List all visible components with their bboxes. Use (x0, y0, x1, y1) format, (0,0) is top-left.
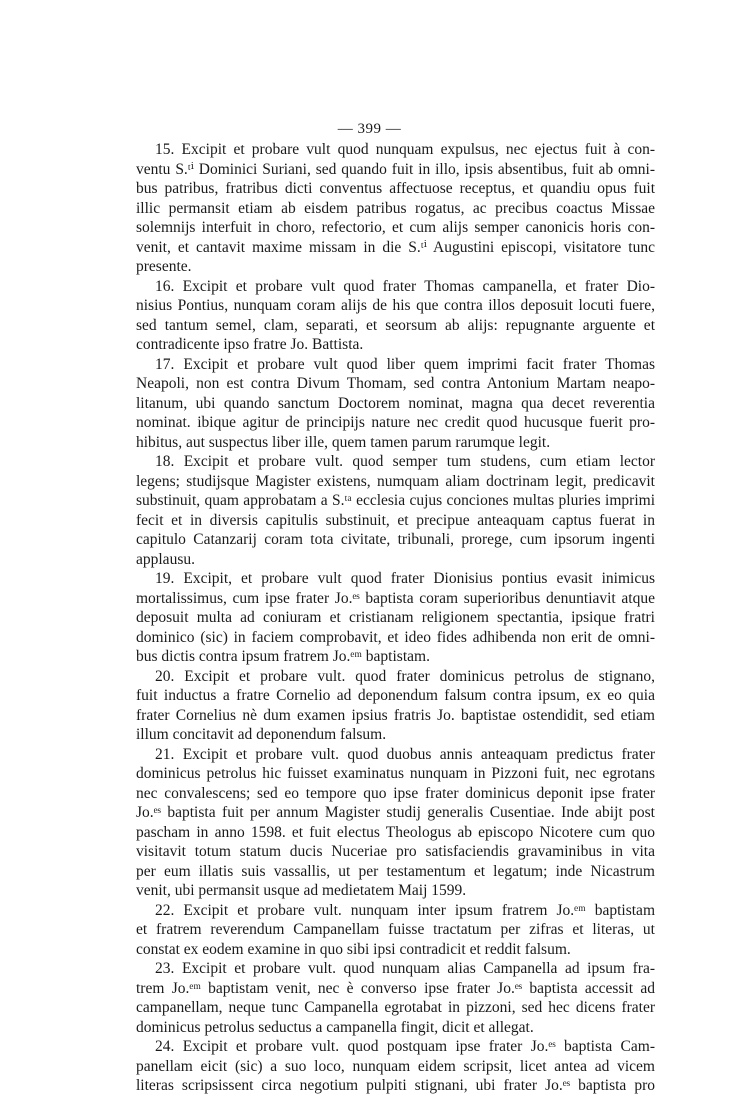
text-line: nominat. ibique agitur de principijs nature nec credit quod hucusque fuerit pro- (136, 414, 655, 431)
text-line: dominicus petrolus seductus a campanella fingit, dicit et allegat. (136, 1018, 534, 1036)
text-line: nec convalescens; sed eo tempore quo ipse frater dominicus deponit ipse frater (136, 784, 655, 802)
text-line: 23. Excipit et probare vult. quod nunquam alias Campanella ad ipsum fra- (155, 960, 655, 977)
text-line: applausu. (136, 550, 195, 568)
paragraph-24 (136, 1037, 655, 1096)
paragraph-23 (136, 959, 655, 1037)
text-line: solemnijs interfuit in choro, refectorio, et cum alijs semper canonicis horis con- (136, 219, 655, 236)
text-line: 15. Excipit et probare vult quod nunquam expulsus, nec ejectus fuit à con- (155, 141, 655, 158)
text-line: venit, et cantavit maxime missam in die S.ᵗⁱ Augustini episcopi, visitatore tunc (136, 238, 655, 256)
text-line: mortalissimus, cum ipse frater Jo.ᵉˢ baptista coram superioribus denuntiavit atque (136, 589, 655, 607)
paragraph-20 (136, 667, 655, 745)
text-line: legens; studijsque Magister existens, numquam aliam doctrinam legit, predicavit (136, 472, 655, 490)
text-line: presente. (136, 258, 192, 275)
text-line: illic permansit etiam ab eisdem patribus rogatus, ac precibus coactus Missae (136, 199, 655, 217)
text-line: et fratrem reverendum Campanellam fuisse tractatum per zifras et literas, ut (136, 921, 655, 938)
text-line: panellam eicit (sic) a suo loco, nunquam eidem scripsit, licet antea ad vicem (136, 1057, 655, 1075)
paragraph-17 (136, 355, 655, 453)
text-line: illum concitavit ad deponendum falsum. (136, 726, 387, 743)
paragraph-21 (136, 745, 655, 901)
text-line: 21. Excipit et probare vult. quod duobus annis anteaquam predictus frater (155, 745, 655, 763)
paragraph-16 (136, 277, 655, 355)
text-line: literas scripsissent circa negotium pulpiti stignani, ubi frater Jo.ᵉˢ baptista pro (136, 1077, 655, 1094)
text-line: substinuit, quam approbatam a S.ᵗᵃ ecclesia cujus conciones multas pluries imprimi (136, 492, 655, 509)
text-line: deposuit multa ad coniuram et cristianam religionem spectantia, ipsique fratri (136, 609, 655, 626)
text-line: campanellam, neque tunc Campanella egrotabat in pizzoni, sed hec dicens frater (136, 999, 655, 1016)
text-line: nisius Pontius, nunquam coram alijs de his que contra illos deposuit locuti fuere, (136, 297, 655, 314)
page-number: — 399 — (337, 121, 402, 137)
text-line: 19. Excipit, et probare vult quod frater Dionisius pontius evasit inimicus (155, 570, 655, 587)
text-line: capitulo Catanzarij coram tota civitate, tribunali, prorege, cum ipsorum ingenti (136, 531, 655, 548)
text-line: ventu S.ᵗⁱ Dominici Suriani, sed quando fuit in illo, ipsis absentibus, fuit ab omni- (136, 160, 655, 178)
text-line: trem Jo.ᵉᵐ baptistam venit, nec è converso ipse frater Jo.ᵉˢ baptista accessit ad (136, 979, 655, 997)
text-line: hibitus, aut suspectus liber ille, quem tamen parum rarumque legit. (136, 433, 551, 451)
text-line: 18. Excipit et probare vult. quod semper tum studens, cum etiam lector (155, 453, 655, 470)
paragraph-19 (136, 569, 655, 667)
text-line: per eum illatis suis vassallis, ut per testamentum et legatum; inde Nicastrum (136, 862, 655, 880)
paragraph-15 (136, 140, 655, 277)
document-body (136, 140, 655, 1096)
text-line: frater Cornelius nè dum examen ipsius fratris Jo. baptistae ostendidit, sed etiam (136, 706, 655, 724)
text-line: visitavit totum statum ducis Nuceriae pro satisfaciendis gravaminibus in vita (136, 843, 655, 860)
text-line: 20. Excipit et probare vult. quod frater dominicus petrolus de stignano, (155, 667, 655, 685)
paragraph-22 (136, 901, 655, 960)
text-line: contradicente ipso fratre Jo. Battista. (136, 336, 364, 353)
text-line: 24. Excipit et probare vult. quod postquam ipse frater Jo.ᵉˢ baptista Cam- (155, 1038, 655, 1055)
text-line: pascham in anno 1598. et fuit electus Theologus ab episcopo Nicotere cum quo (136, 823, 655, 841)
text-line: venit, ubi permansit usque ad medietatem Maij 1599. (136, 882, 467, 899)
text-line: fuit inductus a fratre Cornelio ad deponendum falsum contra ipsum, ex eo quia (136, 687, 655, 704)
paragraph-18 (136, 452, 655, 569)
text-line: Neapoli, non est contra Divum Thomam, sed contra Antonium Martam neapo- (136, 375, 655, 392)
text-line: 16. Excipit et probare vult quod frater Thomas campanella, et frater Dio- (155, 277, 655, 295)
text-line: dominico (sic) in faciem comprobavit, et ideo fides adhibenda non erit de omni- (136, 628, 655, 646)
text-line: 17. Excipit et probare vult quod liber quem imprimi facit frater Thomas (155, 355, 655, 373)
text-line: fecit et in diversis capitulis substinuit, et precipue anteaquam captus fuerat in (136, 511, 655, 529)
text-line: bus dictis contra ipsum fratrem Jo.ᵉᵐ baptistam. (136, 648, 430, 665)
text-line: dominicus petrolus hic fuisset examinatus nunquam in Pizzoni fuit, nec egrotans (136, 765, 655, 782)
text-line: sed tantum semel, clam, separati, et seorsum ab alijs: repugnante arguente et (136, 316, 655, 334)
text-line: 22. Excipit et probare vult. nunquam inter ipsum fratrem Jo.ᵉᵐ baptistam (155, 901, 655, 919)
text-line: litanum, ubi quando sanctum Doctorem nominat, magna qua decet reverentia (136, 394, 655, 412)
text-line: Jo.ᵉˢ baptista fuit per annum Magister studij generalis Cusentiae. Inde abijt post (136, 804, 655, 821)
text-line: constat ex eodem examine in quo sibi ipsi contradicit et reddit falsum. (136, 940, 571, 958)
text-line: bus patribus, fratribus dicti conventus affectuose receptus, et quandiu opus fuit (136, 180, 655, 197)
